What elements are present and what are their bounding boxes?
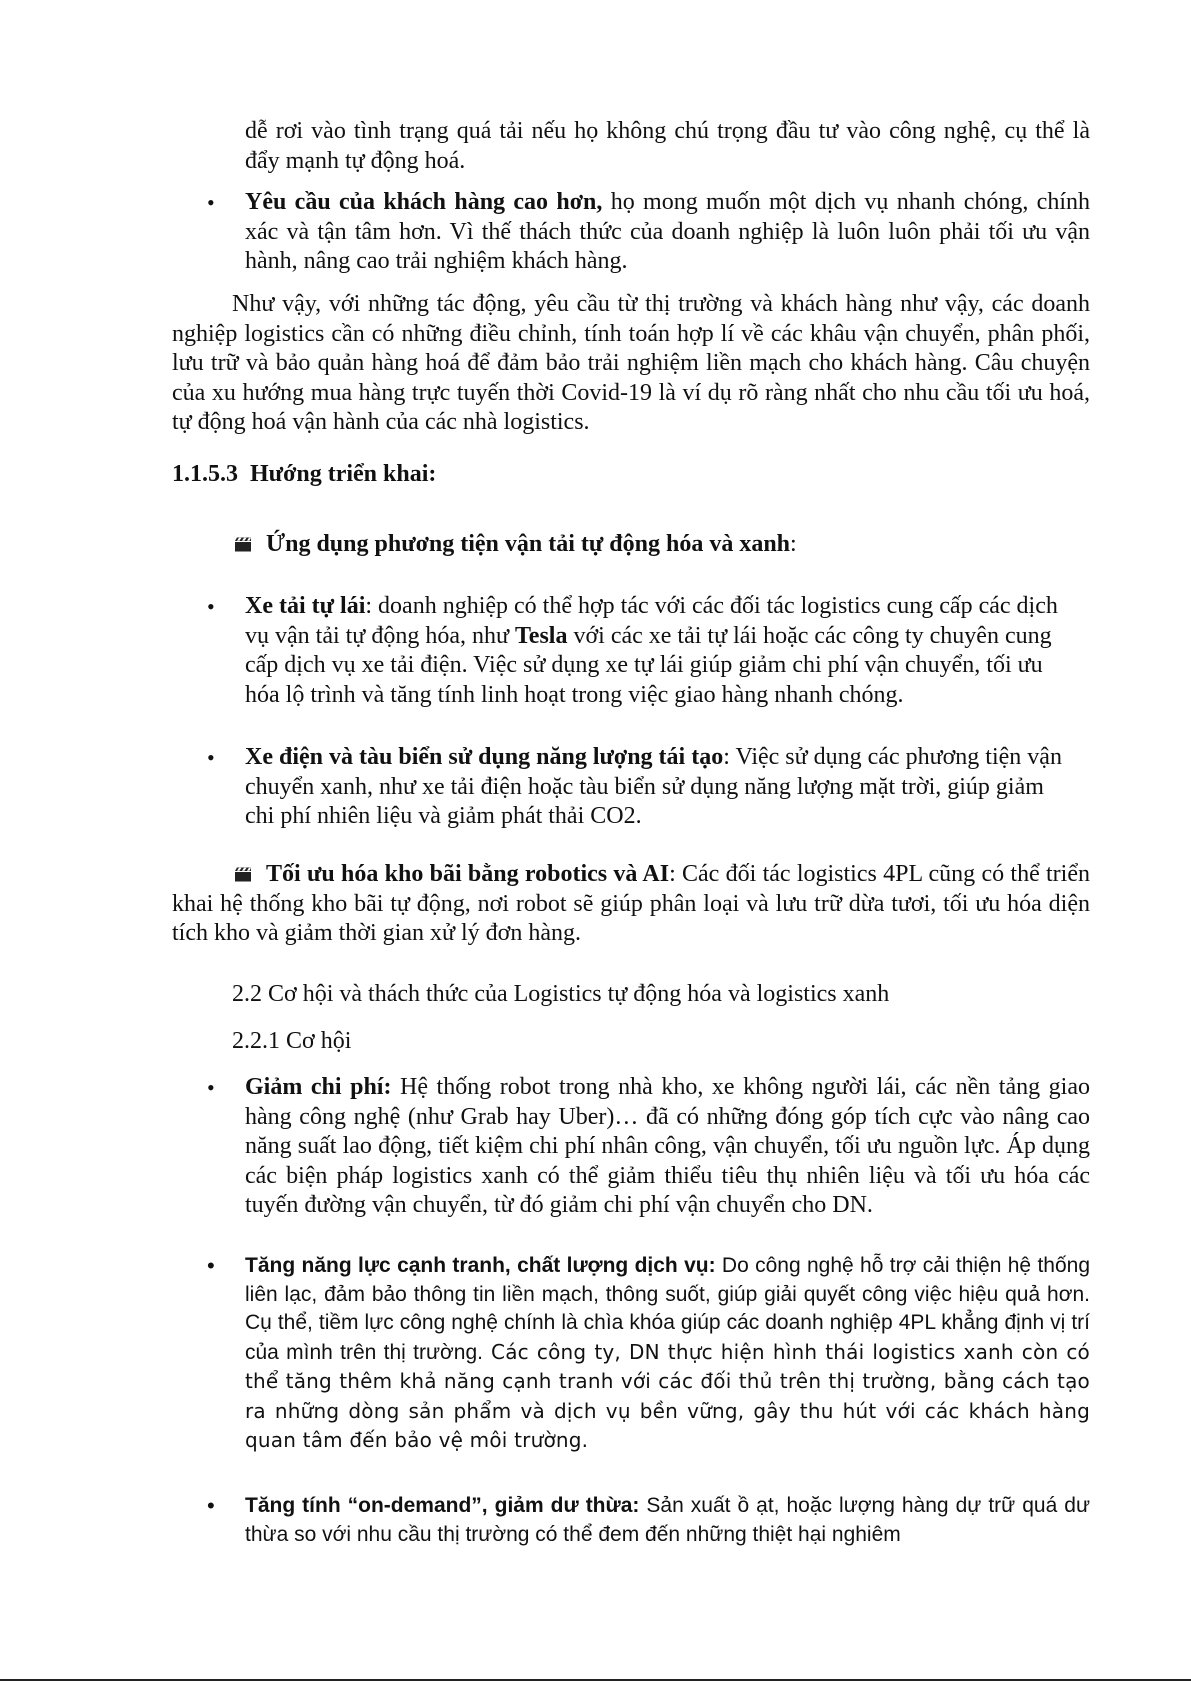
sub-heading-warehouse-bold: Tối ưu hóa kho bãi bằng robotics và AI [266, 861, 670, 887]
bullet-compete-text-2: Các công ty, DN thực hiện hình thái logistics xanh còn có thể tăng thêm khả năng cạnh tranh với các đối thủ trên thị trường, bằng cách tạo ra những dòng sản phẩm và dịch vụ bền vững, gây thu hút với các khách hàng quan tâm đến bảo vệ môi trường. [245, 1339, 1090, 1452]
bullet-trucks-text-1: : doanh nghiệp có thể hợp tác với các đối tác logistics cung cấp các dịch vụ vận tải tự động hóa, như [245, 593, 1058, 649]
bullet-trucks-tesla: Tesla [514, 622, 568, 649]
sub-heading-vehicles [234, 530, 797, 560]
bullet-compete-text-1: Do công nghệ hỗ trợ cải thiện hệ thống liên lạc, đảm bảo thông tin liền mạch, thông suốt, giúp giải quyết công việc hiệu quả hơn. Cụ thể, tiềm lực công nghệ chính là chìa khóa giúp các doanh nghiệp 4PL khẳng định vị trí của mình trên thị trường. [245, 1254, 1091, 1364]
bullet-cost-text: Hệ thống robot trong nhà kho, xe không người lái, các nền tảng giao hàng công nghệ (như Grab hay Uber)… đã có những đóng góp tích cực vào nâng cao năng suất lao động, tiết kiệm chi phí nhân công, vận chuyển, tối ưu nguồn lực. Áp dụng các biện pháp logistics xanh có thể giảm thiểu tiêu thụ nhiên liệu và tối ưu hóa các tuyến đường vận chuyển, từ đó giảm chi phí vận chuyển cho DN. [245, 1074, 1090, 1218]
bullet-ondemand-text: Sản xuất ồ ạt, hoặc lượng hàng dự trữ quá dư thừa so với nhu cầu thị trường có thể đem đến những thiệt hại nghiêm [245, 1494, 1091, 1546]
page-bottom-divider [0, 1679, 1191, 1681]
sub-heading-vehicles-bold: Ứng dụng phương tiện vận tải tự động hóa và xanh [266, 531, 791, 557]
bullet-on-demand [245, 1492, 1090, 1549]
bullet-trucks-bold: Xe tải tự lái [245, 593, 366, 619]
sub-heading-vehicles-suffix: : [790, 531, 797, 557]
bullet-trucks-text-2: với các xe tải tự lái hoặc các công ty chuyên cung cấp dịch vụ xe tải điện. Việc sử dụng xe tự lái giúp giảm chi phí vận chuyển, tối ưu hóa lộ trình và tăng tính linh hoạt trong việc giao hàng nhanh chóng. [245, 622, 1052, 708]
bullet-marker: • [207, 1075, 215, 1100]
bullet-marker: • [207, 594, 215, 619]
bullet-compete-bold: Tăng năng lực cạnh tranh, chất lượng dịch vụ: [245, 1254, 716, 1277]
bullet-customer-demand [245, 188, 1090, 277]
bullet-customer-text: họ mong muốn một dịch vụ nhanh chóng, chính xác và tận tâm hơn. Vì thế thách thức của doanh nghiệp là luôn luôn phải tối ưu vận hành, nâng cao trải nghiệm khách hàng. [245, 189, 1091, 274]
bullet-competitiveness [245, 1252, 1090, 1456]
clapperboard-icon [234, 537, 252, 552]
bullet-marker: • [207, 745, 215, 770]
section-2-2-heading: 2.2 Cơ hội và thách thức của Logistics tự động hóa và logistics xanh [232, 981, 890, 1007]
bullet-self-driving-trucks [245, 592, 1065, 710]
bullet-reduce-cost [245, 1073, 1090, 1221]
bullet-electric-vessels [245, 743, 1065, 832]
section-2-2-1-heading: 2.2.1 Cơ hội [232, 1028, 352, 1054]
bullet-cost-bold: Giảm chi phí: [245, 1074, 392, 1100]
bullet-marker: • [207, 190, 215, 215]
bullet-marker: • [207, 1253, 215, 1278]
bullet-electric-bold: Xe điện và tàu biển sử dụng năng lượng tái tạo [245, 744, 724, 770]
clapperboard-icon [234, 867, 252, 882]
bullet-ondemand-bold: Tăng tính “on-demand”, giảm dư thừa: [245, 1494, 640, 1517]
bullet-electric-text: : Việc sử dụng các phương tiện vận chuyển xanh, như xe tải điện hoặc tàu biển sử dụng năng lượng mặt trời, giúp giảm chi phí nhiên liệu và giảm phát thải CO2. [245, 744, 1062, 829]
sub-heading-warehouse-text: : Các đối tác logistics 4PL cũng có thể triển khai hệ thống kho bãi tự động, nơi robot sẽ giúp phân loại và lưu trữ dừa tươi, tối ưu hóa diện tích kho và giảm thời gian xử lý đơn hàng. [172, 861, 1090, 946]
section-heading-1-1-5-3: 1.1.5.3 Hướng triển khai: [172, 461, 437, 487]
summary-paragraph: Như vậy, với những tác động, yêu cầu từ thị trường và khách hàng như vậy, các doanh nghiệp logistics cần có những điều chỉnh, tính toán hợp lí về các khâu vận chuyển, phân phối, lưu trữ và bảo quản hàng hoá để đảm bảo trải nghiệm liền mạch cho khách hàng. Câu chuyện của xu hướng mua hàng trực tuyến thời Covid-19 là ví dụ rõ ràng nhất cho nhu cầu tối ưu hoá, tự động hoá vận hành của các nhà logistics. [172, 291, 1090, 435]
bullet-customer-bold: Yêu cầu của khách hàng cao hơn, [245, 189, 603, 215]
intro-continuation: dễ rơi vào tình trạng quá tải nếu họ không chú trọng đầu tư vào công nghệ, cụ thể là đẩy mạnh tự động hoá. [245, 118, 1090, 174]
bullet-marker: • [207, 1493, 215, 1518]
sub-heading-warehouse [172, 860, 1090, 949]
